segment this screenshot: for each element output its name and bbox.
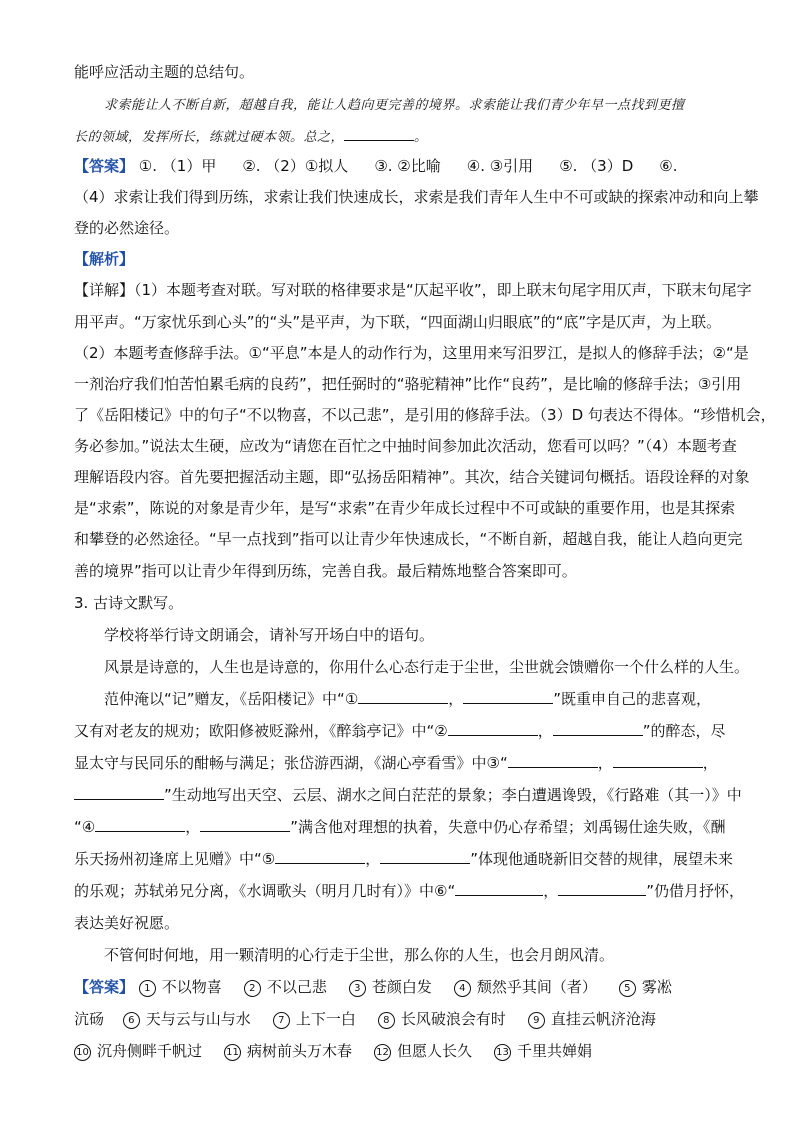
answer-item <box>139 977 222 997</box>
handwritten-text: 长的领域，发挥所长，练就过硬本领。总之， <box>74 130 345 145</box>
answer-items <box>139 157 704 175</box>
circled-number: 13 <box>494 1044 511 1061</box>
circled-number: 2 <box>244 980 261 997</box>
answer-text: 但愿人长久 <box>397 1042 473 1060</box>
answer-item <box>454 977 597 997</box>
fill-line: 又有对老友的规劝；欧阳修被贬滁州，《醉翁亭记》中“② ， ”的醉态，尽 <box>74 722 726 740</box>
answer-blank <box>448 721 538 736</box>
question-title: 3. 古诗文默写。 <box>74 594 184 612</box>
answer-item <box>528 1009 656 1029</box>
handwritten-line: 求索能让人不断自新，超越自我，能让人趋向更完善的境界。求索能让我们青少年早一点找到更擅 <box>104 98 685 113</box>
answer-line: 沆砀 6 天与云与山与水 7 上下一白 8 长风破浪会有时 9 直挂云帆济沧海 <box>74 1009 678 1029</box>
answer-blank <box>275 849 365 864</box>
answer-item <box>349 977 432 997</box>
answer-text: 长风破浪会有时 <box>400 1010 506 1028</box>
circled-number: 8 <box>378 1012 395 1029</box>
answer-item: ④. ③引用 <box>466 157 534 175</box>
circled-number: 7 <box>273 1012 290 1029</box>
answer-item: ①. （1）甲 <box>138 157 217 175</box>
analysis-tag: 【解析】 <box>74 250 135 268</box>
answer-item <box>378 1009 506 1029</box>
text-line: 学校将举行诗文朗诵会，请补写开场白中的语句。 <box>104 626 435 644</box>
answer-line <box>74 156 703 176</box>
fill-line: 范仲淹以“记”赠友，《岳阳楼记》中“① ， ”既重申自己的悲喜观， <box>104 690 712 708</box>
answer-blank <box>95 817 185 832</box>
answer-text: 雾凇 <box>641 978 672 996</box>
circled-number: 12 <box>374 1044 391 1061</box>
circled-number: 5 <box>619 980 636 997</box>
answer-text: 病树前头万木春 <box>247 1042 353 1060</box>
answer-blank <box>200 817 290 832</box>
answer-item <box>273 1009 356 1029</box>
answer-line <box>74 1041 614 1061</box>
answer-tag: 【答案】 <box>74 157 135 175</box>
circled-number: 1 <box>139 980 156 997</box>
answer-text: 沉舟侧畔千帆过 <box>97 1042 203 1060</box>
answer-text: 上下一白 <box>295 1010 356 1028</box>
fill-line: 的乐观；苏轼弟兄分离，《水调歌头（明月几时有）》中⑥“ ， ”仍借月抒怀， <box>74 882 745 900</box>
fill-line: 乐天扬州初逢席上见赠》中“⑤ ， ”体现他通晓新旧交替的规律，展望未来 <box>74 850 734 868</box>
answer-text: 天与云与山与水 <box>145 1010 251 1028</box>
handwritten-line: 长的领域，发挥所长，练就过硬本领。总之， 。 <box>74 126 428 148</box>
answer-items <box>139 978 694 996</box>
answer-text: 不以物喜 <box>161 978 222 996</box>
answer-text: 千里共婵娟 <box>517 1042 593 1060</box>
text-line: 【详解】（1）本题考查对联。写对联的格律要求是“仄起平收”，即上联末句尾字用仄声，下联末句尾字 <box>74 281 752 299</box>
text-line: 务必参加。”说法太生硬，应改为“请您在百忙之中抽时间参加此次活动，您看可以吗？”（4）本题考查 <box>74 437 737 455</box>
answer-item <box>494 1041 592 1061</box>
answer-items <box>123 1010 678 1028</box>
text-line: 用平声。“万家忧乐到心头”的“头”是平声，为下联，“四面湖山归眼底”的“底”字是仄声，为上联。 <box>74 313 722 331</box>
answer-item <box>374 1041 472 1061</box>
answer-blank <box>558 881 646 896</box>
text-line: 和攀登的必然途径。“早一点找到”指可以让青少年快速成长，“不断自新，超越自我，能让人趋向更完 <box>74 530 743 548</box>
answer-item <box>123 1009 251 1029</box>
text-line: 风景是诗意的，人生也是诗意的，你用什么心态行走于尘世，尘世就会馈赠你一个什么样的人生。 <box>104 658 750 676</box>
answer-items <box>74 1042 614 1060</box>
answer-item <box>244 977 327 997</box>
text-line: 一剂治疗我们怕苦怕累毛病的良药”，把任弼时的“骆驼精神”比作“良药”，是比喻的修辞手法；③引用 <box>74 375 742 393</box>
circled-number: 10 <box>74 1044 91 1061</box>
circled-number: 6 <box>123 1012 140 1029</box>
detail-tag: 【详解】 <box>74 281 135 299</box>
answer-blank <box>463 689 553 704</box>
fill-line: ”生动地写出天空、云层、湖水之间白茫茫的景象；李白遭遇谗毁，《行路难（其一）》中 <box>74 785 742 805</box>
text-line: 表达美好祝愿。 <box>74 914 180 932</box>
text-line: 登的必然途径。 <box>74 219 180 237</box>
answer-blank <box>455 881 543 896</box>
fill-line: “④ ， ”满含他对理想的执着，失意中仍心存希望；刘禹锡仕途失败，《酬 <box>74 818 726 836</box>
answer-text: 直挂云帆济沧海 <box>550 1010 656 1028</box>
text-line: （2）本题考查修辞手法。①“平息”本是人的动作行为，这里用来写汨罗江，是拟人的修辞手法；②“是 <box>74 344 749 362</box>
circled-number: 11 <box>224 1044 241 1061</box>
answer-item: ⑤. （3）D <box>559 157 634 175</box>
answer-blank <box>613 753 703 768</box>
answer-item: ③. ②比喻 <box>374 157 441 175</box>
answer-item <box>224 1041 352 1061</box>
circled-number: 4 <box>454 980 471 997</box>
answer-item <box>74 1041 202 1061</box>
answer-text: 苍颜白发 <box>371 978 432 996</box>
answer-item: ⑥. <box>659 157 678 175</box>
answer-blank <box>508 753 598 768</box>
answer-blank <box>553 721 643 736</box>
text-line: （4）求索让我们得到历练，求索让我们快速成长，求索是我们青年人生中不可或缺的探索冲动和向上攀 <box>74 188 759 206</box>
answer-tag: 【答案】 <box>74 978 135 996</box>
text-line: 不管何时何地，用一颗清明的心行走于尘世，那么你的人生，也会月朗风清。 <box>104 946 615 964</box>
answer-line <box>74 977 694 997</box>
answer-blank <box>358 689 448 704</box>
text-line: 理解语段内容。首先要把握活动主题，即“弘扬岳阳精神”。其次，结合关键词句概括。语段诠释的对象 <box>74 468 750 486</box>
answer-item <box>619 977 672 997</box>
text-line: 了《岳阳楼记》中的句子“不以物喜，不以己悲”，是引用的修辞手法。（3）D 句表达不得体。“珍惜机会， <box>74 406 776 424</box>
circled-number: 9 <box>528 1012 545 1029</box>
answer-blank <box>380 849 470 864</box>
answer-item: ②. （2）①拟人 <box>242 157 349 175</box>
answer-text: 不以己悲 <box>266 978 327 996</box>
answer-blank <box>344 126 414 141</box>
text-line: 善的境界”指可以让青少年得到历练，完善自我。最后精炼地整合答案即可。 <box>74 562 577 580</box>
answer-text: 颓然乎其间（者） <box>476 978 597 996</box>
answer-blank <box>74 785 164 800</box>
text-line: 是“求索”，陈说的对象是青少年，是写“求索”在青少年成长过程中不可或缺的重要作用，也是其探索 <box>74 499 736 517</box>
circled-number: 3 <box>349 980 366 997</box>
fill-line: 显太守与民同乐的酣畅与满足；张岱游西湖，《湖心亭看雪》中③“ ， ， <box>74 754 718 772</box>
text-line: 能呼应活动主题的总结句。 <box>74 63 255 81</box>
